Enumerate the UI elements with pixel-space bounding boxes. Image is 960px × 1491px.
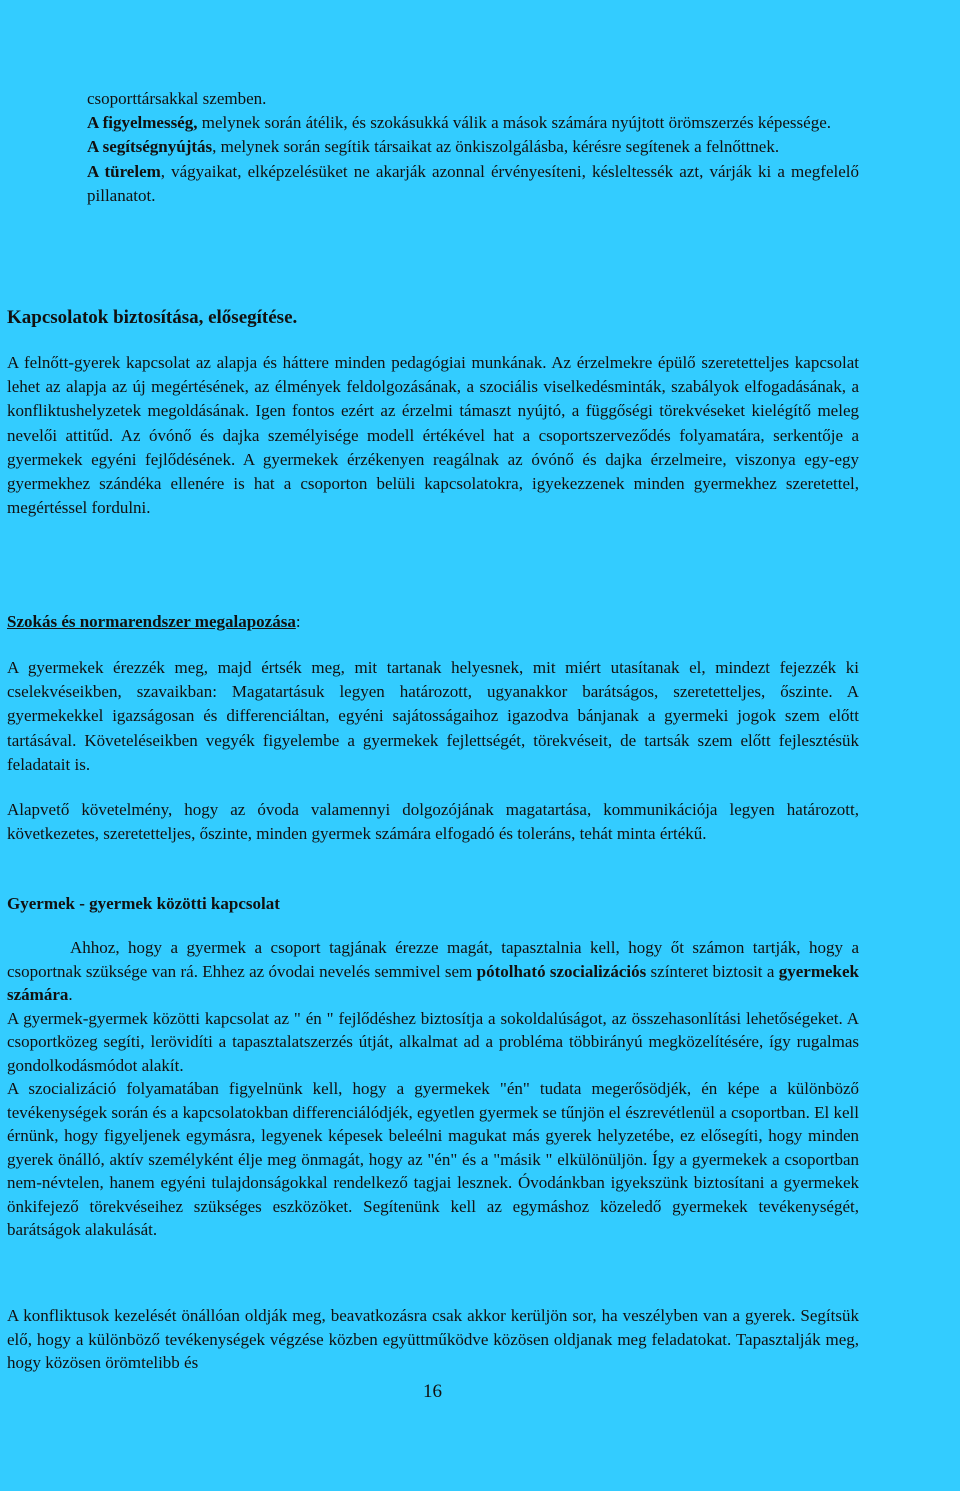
paragraph-szokas: A gyermekek érezzék meg, majd értsék meg, mit tartanak helyesnek, mit miért utasítanak el, mindezt fejezzék ki cselekvéseikben, szavaikban: Magatartásuk legyen határozott, ugyanakkor barátságos, szeretetteljes, őszinte. A gyermekekkel igazságosan és differenciáltan, egyéni sajátosságaihoz igazodva bánjanak a gyermeki jogok szem előtt tartásával. Követeléseikben vegyék figyelembe a gyermekek fejlettségét, törekvéseit, de tartsák szem előtt fejlesztésük feladatait is. xyxy=(7,658,859,774)
section-heading-text: Szokás és normarendszer megalapozása xyxy=(7,612,296,631)
section-heading-kapcsolatok: Kapcsolatok biztosítása, elősegítése. xyxy=(7,307,298,328)
list-item-figyelmesseg xyxy=(87,111,859,135)
list-item-turelem xyxy=(87,160,859,208)
list-line-continuation: csoporttársakkal szemben. xyxy=(87,89,267,108)
list-item-term: A figyelmesség, xyxy=(87,113,198,133)
list-item-term: A türelem xyxy=(87,161,161,181)
section-heading-szokas xyxy=(7,610,301,634)
paragraph-szocializacio: A szocializáció folyamatában figyelnünk kell, hogy a gyermekek "én" tudata megerősödjék, én képe a különböző tevékenységek során és a kapcsolatokban differenciálódjék, egyetlen gyermek se tűnjön el észrevétlenül a csoportban. El kell érnünk, hogy figyeljenek egymásra, legyenek képesek beleélni magukat más gyerek helyzetébe, ez elősegíti, hogy minden gyerek önálló, aktív személyként élje meg önmagát, hogy az "én" és a "másik " elkülönüljön. Így a gyermekek a csoportban nem-névtelen, hanem egyéni tulajdonságokkal rendelkező tagjai lesznek. Óvodánkban igyekszünk biztosítani a gyermekek önkifejező törekvéseihez szükséges eszközöket. Segítenünk kell az egymáshoz közeledő gyermekek tevékenységét, barátságok alakulását. xyxy=(7,1079,859,1239)
paragraph-text: . xyxy=(68,985,73,1004)
section-heading-gyermek-kapcsolat: Gyermek - gyermek közötti kapcsolat xyxy=(7,894,280,913)
list-continuation xyxy=(87,87,859,208)
list-item-text: , vágyaikat, elképzelésüket ne akarják azonnal érvényesíteni, késleltessék azt, várják ki a megfelelő pillanatot. xyxy=(87,161,859,205)
bold-phrase: gyermekek számára xyxy=(7,961,860,1004)
paragraph-en-fejlodes: A gyermek-gyermek közötti kapcsolat az " én " fejlődéshez biztosítja a sokoldalúságot, az összehasonlítási lehetőségeket. A csoportközeg segíti, lerövidíti a tapasztalatszerzés útját, alkalmat ad a probléma többirányú megközelítésére, így rugalmas gondolkodásmódot alakít. xyxy=(7,1008,859,1075)
section3-body xyxy=(7,936,859,1242)
list-item-text: melynek során átélik, és szokásukká válik a mások számára nyújtott örömszerzés képessége. xyxy=(197,113,831,133)
paragraph-konfliktusok: A konfliktusok kezelését önállóan oldják meg, beavatkozásra csak akkor kerüljön sor, ha veszélyben van a gyerek. Segítsük elő, hogy a különböző tevékenységek végzése közben együttműködve közösen oldjanak meg feladatokat. Tapasztalják meg, hogy közösen örömtelibb és xyxy=(7,1306,859,1372)
bold-phrase: pótolható szocializációs xyxy=(476,961,647,981)
heading-colon: : xyxy=(295,612,301,631)
list-item-text: , melynek során segítik társaikat az önkiszolgálásba, kérésre segítenek a felnőttnek. xyxy=(212,137,780,157)
list-item-segitsegnyujtas xyxy=(87,135,859,159)
paragraph-alapveto-kovetelmeny: Alapvető követelmény, hogy az óvoda valamennyi dolgozójának magatartása, kommunikációja legyen határozott, következetes, szeretetteljes, őszinte, minden gyermek számára elfogadó és toleráns, tehát minta értékű. xyxy=(7,800,859,844)
paragraph-ahhoz xyxy=(7,936,859,1007)
page-number: 16 xyxy=(423,1381,442,1402)
paragraph-text: színteret biztosit a xyxy=(646,961,779,981)
list-item-term: A segítségnyújtás xyxy=(87,137,213,157)
paragraph-text: Ahhoz, hogy a gyermek a csoport tagjának érezze magát, tapasztalnia kell, hogy őt számon tartják, hogy a csoportnak szüksége van rá. Ehhez az óvodai nevelés semmivel sem xyxy=(7,938,859,981)
paragraph-felnott-gyerek: A felnőtt-gyerek kapcsolat az alapja és háttere minden pedagógiai munkának. Az érzelmekre épülő szeretetteljes kapcsolat lehet az alapja az új megértésének, az élmények feldolgozásának, a szociális viselkedésminták, szabályok elfogadásának, a konfliktushelyzetek megoldásának. Igen fontos ezért az érzelmi támaszt nyújtó, a függőségi törekvéseket kielégítő meleg nevelői attitűd. Az óvónő és dajka személyisége modell értékével hat a csoportszerveződés folyamatára, serkentője a gyermekek egyéni fejlődésének. A gyermekek érzékenyen reagálnak az óvónő és dajka érzelmeire, viszonya egy-egy gyermekhez szándéka ellenére is hat a csoporton belüli kapcsolatokra, igyekezzenek minden gyermekhez szeretettel, megértéssel fordulni. xyxy=(7,353,859,518)
